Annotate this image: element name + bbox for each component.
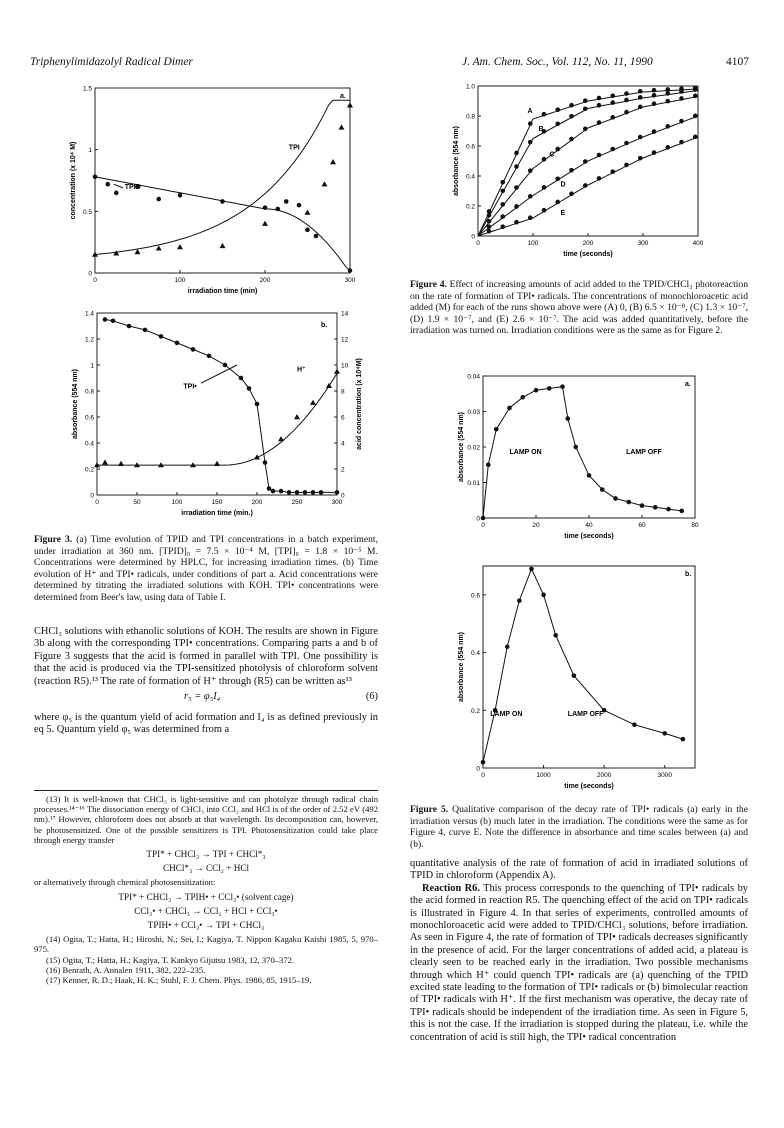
figure-5a-chart: [445, 368, 705, 553]
tpi-radical-data-point: [295, 490, 300, 495]
y-tick-label: 0.4: [465, 173, 475, 181]
tpi-radical-data-point: [239, 376, 244, 381]
y2-tick-label: 10: [341, 362, 349, 370]
y2-tick-label: 0: [341, 492, 345, 500]
curve-c-point: [679, 96, 684, 101]
y-tick-label: 1: [88, 147, 92, 155]
absorbance-data-point: [666, 507, 671, 512]
curve-a-point: [610, 93, 615, 98]
figure-3-label: Figure 3.: [34, 534, 73, 545]
tpi-radical-data-point: [319, 490, 324, 495]
curve-e-point: [514, 220, 519, 225]
absorbance-data-point: [553, 633, 558, 638]
figure-3b-chart: [55, 305, 375, 530]
y-tick-label: 1.0: [465, 83, 475, 91]
curve-c-point: [487, 219, 492, 224]
curve-e-point: [638, 156, 643, 161]
absorbance-curve: [483, 569, 683, 762]
journal-citation: J. Am. Chem. Soc., Vol. 112, No. 11, 1990: [462, 56, 653, 68]
footnote-13: (13) It is well-known that CHCl₃ is light-sensitive and can photolyze through radical chain processes.¹⁴⁻¹⁶ The dissociation energy of CHCl₃ into CCl₂ and HCl is of the order of 2.52 eV (492 nm).¹⁷ However, chloroform does not absorb at that wavelength. Its decomposition can, however, be photosensitized. One of the possible sensitizers is TPI. Photosensitization could take place through energy transfer: [34, 794, 378, 845]
equation-6: [34, 691, 378, 709]
curve-a-label: A: [527, 108, 533, 115]
y-tick-label: 0.5: [82, 208, 92, 216]
y-tick-label: 0: [476, 515, 480, 523]
tpi-radical-data-point: [143, 328, 148, 333]
x-axis-label: irradiation time (min.): [181, 510, 253, 517]
figure-5b-chart: [445, 558, 705, 803]
x-tick-label: 200: [582, 240, 594, 247]
tpi-radical-data-point: [223, 363, 228, 368]
curve-a-point: [638, 89, 643, 94]
x-tick-label: 3000: [657, 772, 672, 779]
absorbance-data-point: [573, 445, 578, 450]
curve-b-point: [693, 87, 698, 92]
curve-e-point: [679, 140, 684, 145]
figure-3-caption: [34, 534, 378, 604]
curve-d-point: [583, 159, 588, 164]
curve-d-point: [555, 176, 560, 181]
x-tick-label: 1000: [536, 772, 551, 779]
x-tick-label: 20: [532, 522, 540, 529]
curve-e-point: [500, 224, 505, 229]
tpid-data-point: [263, 205, 268, 210]
x-tick-label: 0: [95, 499, 99, 506]
acid-data-point: [294, 414, 300, 419]
footnote-equation-4: CCl₃• + CHCl₃ → CCl₂ + HCl + CCl₃•: [134, 905, 278, 916]
y-tick-label: 0.04: [467, 373, 480, 381]
tpi-radical-data-point: [175, 341, 180, 346]
footnote-equation-1: TPI* + CHCl₃ → TPI + CHCl*₃: [146, 849, 266, 860]
panel-label: b.: [685, 571, 692, 578]
curve-e-point: [583, 183, 588, 188]
tpi-radical-data-point: [191, 347, 196, 352]
curve-d-point: [487, 224, 492, 229]
right-paragraph-2: This process corresponds to the quenching of TPI• radicals by the acid formed in reaction R5. The quenching effect of the acid on TPI• radicals is illustrated in Figure 4. In that series of experiments, controlled amounts of monochloroacetic acid were added to TPID/CHCl₃ solutions, before irradiation. As seen in Figure 4, the rate of formation of TPI• radicals decreases significantly in the presence of acid. For the larger concentrations of added acid, a plateau is clearly seen to be reached early in the irradiation. Two possible mechanisms through which H⁺ could quench TPI• radicals are (a) quenching of the TPID excited state leading to the formation of TPI• radicals or (b) bimolecular reaction of TPI• radicals with H⁺. If the first mechanism was operative, the decay rate of TPI• radicals should be independent of the irradiation time. As seen in Figure 5, this is not the case. If the irradiation is stopped during the plateau, i.e. while the concentration of acid is still high, the TPI• radical concentration: [410, 882, 748, 1043]
curve-b-point: [487, 213, 492, 218]
figure-4-label: Figure 4.: [410, 279, 447, 290]
y-tick-label: 0.6: [470, 592, 480, 600]
y-axis-label: absorbance (554 nm): [458, 411, 465, 483]
curve-d-point: [514, 204, 519, 209]
running-title: Triphenylimidazolyl Radical Dimer: [30, 56, 193, 68]
equation-6-body: r₅ = φ₅I₄: [184, 691, 221, 703]
tpid-data-point: [297, 203, 302, 208]
y-tick-label: 0: [471, 233, 475, 241]
figure-3-caption-text: (a) Time evolution of TPID and TPI concentrations in a batch experiment, under irradiation at 360 nm. [TPID]₀ = 7.5 × 10⁻⁴ M, [TPI]₀ = 1.8 × 10⁻⁵ M. Concentrations were determined by HPLC, for increasing irradiation times. (b) Time evolution of H⁺ and TPI• radicals, under conditions of part a. Acid concentrations were determined by titrating the irradiated solutions with KOH. TPI• concentrations were determined from Beer's law, using data of Table I.: [34, 534, 378, 603]
absorbance-data-point: [560, 384, 565, 389]
curve-a-point: [500, 180, 505, 185]
tpid-label-leader: [114, 184, 123, 188]
curve-b-point: [514, 164, 519, 169]
tpi-data-point: [177, 244, 183, 249]
curve-d-point: [528, 194, 533, 199]
x-tick-label: 80: [691, 522, 699, 529]
footnote-rule: [34, 790, 378, 791]
tpid-data-point: [93, 175, 98, 180]
y2-tick-label: 14: [341, 310, 349, 318]
x-tick-label: 2000: [596, 772, 612, 779]
curve-e-point: [610, 169, 615, 174]
curve-d-point: [610, 147, 615, 152]
x-tick-label: 100: [174, 277, 186, 284]
curve-b-point: [583, 107, 588, 112]
curve-c-point: [500, 202, 505, 207]
curve-a: [478, 89, 698, 236]
tpi-radical-data-point: [127, 324, 132, 329]
plot-frame: [483, 566, 695, 768]
panel-label: a.: [685, 381, 691, 388]
tpi-radical-data-point: [159, 334, 164, 339]
y-tick-label: 0.4: [84, 440, 94, 448]
absorbance-data-point: [613, 496, 618, 501]
absorbance-data-point: [481, 760, 486, 765]
tpid-data-point: [284, 199, 289, 204]
footnote-16: (16) Benrath, A. Annalen 1911, 382, 222–235.: [46, 964, 206, 975]
tpi-radical-data-point: [303, 490, 308, 495]
equation-6-number: (6): [365, 691, 378, 703]
tpi-fit-curve: [95, 100, 350, 254]
curve-b-point: [679, 89, 684, 94]
y-tick-label: 1.4: [84, 310, 94, 318]
curve-c-point: [597, 120, 602, 125]
curve-d-point: [624, 141, 629, 146]
x-tick-label: 100: [527, 240, 539, 247]
curve-b: [478, 91, 698, 237]
tpi-radical-data-point: [287, 490, 292, 495]
figure-5-caption: [410, 804, 748, 850]
curve-d-point: [679, 119, 684, 124]
figure-4-chart: [440, 78, 720, 278]
tpid-data-point: [220, 199, 225, 204]
y-axis-label: concentration (x 10⁴ M): [70, 141, 77, 220]
curve-e-point: [528, 215, 533, 220]
x-tick-label: 300: [331, 499, 343, 506]
acid-series-label: H⁺: [297, 366, 306, 374]
curve-d: [478, 116, 698, 236]
tpid-data-point: [348, 268, 353, 273]
y-tick-label: 0.8: [84, 388, 94, 396]
curve-e-point: [693, 135, 698, 140]
curve-c-point: [624, 110, 629, 115]
acid-data-point: [102, 460, 108, 465]
curve-e-point: [652, 150, 657, 155]
y-axis-label: absorbance (554 nm): [458, 631, 465, 703]
curve-a-point: [583, 98, 588, 103]
tpi-radical-series-label: TPI•: [183, 383, 197, 391]
curve-a-point: [652, 88, 657, 93]
absorbance-data-point: [587, 473, 592, 478]
curve-b-point: [597, 103, 602, 108]
tpi-radical-data-point: [279, 489, 284, 494]
reaction-r6-heading: Reaction R6.: [422, 882, 480, 894]
left-body: [34, 626, 378, 737]
tpid-data-point: [314, 234, 319, 239]
x-tick-label: 0: [481, 522, 485, 529]
curve-d-point: [665, 124, 670, 129]
tpi-data-point: [220, 243, 226, 248]
figure-5-caption-text: Qualitative comparison of the decay rate of TPI• radicals (a) early in the irradiation versus (b) much later in the irradiation. The conditions were the same as for Figure 4, curve E. Note the difference in absorbance and time scales between (a) and (b).: [410, 804, 748, 850]
curve-d-point: [638, 135, 643, 140]
curve-e-point: [555, 200, 560, 205]
curve-a-point: [624, 91, 629, 96]
absorbance-data-point: [507, 406, 512, 411]
curve-a-point: [569, 103, 574, 108]
x-tick-label: 60: [638, 522, 646, 529]
panel-label: a.: [340, 93, 346, 100]
absorbance-data-point: [481, 516, 486, 521]
absorbance-data-point: [662, 731, 667, 736]
footnote-equation-2: CHCl*₃ → CCl₂ + HCl: [162, 863, 250, 874]
curve-a-point: [665, 87, 670, 92]
tpi-radical-data-point: [311, 490, 316, 495]
absorbance-data-point: [547, 386, 552, 391]
curve-b-point: [610, 100, 615, 105]
curve-e: [478, 137, 698, 236]
y-tick-label: 1: [90, 362, 94, 370]
footnote-15: (15) Ogita, T.; Hatta, H.; Kagiya, T. Kankyo Gijutsu 1983, 12, 370–372.: [46, 954, 295, 965]
curve-e-label: E: [560, 210, 566, 217]
plot-frame: [97, 313, 337, 495]
figure-3a-chart: [55, 80, 365, 300]
tpi-radical-data-point: [271, 489, 276, 494]
y2-tick-label: 2: [341, 466, 345, 474]
absorbance-data-point: [494, 427, 499, 432]
y-tick-label: 1.2: [84, 336, 94, 344]
absorbance-data-point: [626, 500, 631, 505]
y2-axis-label: acid concentration (x 10⁴M): [356, 358, 363, 450]
x-axis-label: time (seconds): [564, 783, 614, 790]
absorbance-data-point: [640, 503, 645, 508]
x-tick-label: 300: [344, 277, 356, 284]
tpid-data-point: [156, 197, 161, 202]
acid-data-point: [334, 369, 340, 374]
absorbance-data-point: [529, 567, 534, 572]
acid-data-point: [214, 461, 220, 466]
tpi-data-point: [330, 159, 336, 164]
curve-e-point: [487, 229, 492, 234]
curve-d-point: [693, 114, 698, 119]
curve-a-point: [542, 112, 547, 117]
absorbance-data-point: [681, 737, 686, 742]
curve-d-point: [569, 168, 574, 173]
left-paragraph-2: where φ₅ is the quantum yield of acid formation and I₄ is as defined previously in eq 5. Quantum yield φ₅ was determined from a: [34, 712, 378, 736]
acid-fit-curve: [97, 373, 337, 465]
curve-c-point: [638, 105, 643, 110]
x-tick-label: 50: [133, 499, 141, 506]
footnote-14: (14) Ogita, T.; Hatta, H.; Hiroshi, N.; Sei, I.; Kagiya, T. Nippon Kagaku Kaishi 1985, 5, 970–975.: [34, 934, 378, 955]
curve-e-point: [665, 145, 670, 150]
x-tick-label: 200: [251, 499, 263, 506]
y-tick-label: 0: [88, 270, 92, 278]
y2-tick-label: 8: [341, 388, 345, 396]
y-tick-label: 0.6: [84, 414, 94, 422]
curve-c-point: [514, 185, 519, 190]
x-tick-label: 400: [692, 240, 704, 247]
tpi-radical-data-point: [111, 319, 116, 324]
curve-a-point: [597, 96, 602, 101]
absorbance-data-point: [600, 487, 605, 492]
absorbance-data-point: [505, 645, 510, 650]
absorbance-data-point: [632, 722, 637, 727]
x-tick-label: 300: [637, 240, 649, 247]
panel-label: b.: [321, 322, 328, 329]
figure-4-caption-text: Effect of increasing amounts of acid added to the TPID/CHCl₃ photoreaction on the rate of formation of TPI• radicals. The concentrations of monochloroacetic acid added (M) for each of the runs shown above were (A) 0, (B) 6.5 × 10⁻⁸, (C) 1.3 × 10⁻⁷, (D) 1.9 × 10⁻⁷, and (E) 2.6 × 10⁻⁷. The acid was added quantitatively, before the irradiation was turned on. Irradiation conditions were as the same as for Figure 2.: [410, 279, 748, 337]
x-tick-label: 250: [291, 499, 303, 506]
curve-d-point: [542, 185, 547, 190]
x-tick-label: 40: [585, 522, 593, 529]
curve-d-point: [597, 153, 602, 158]
curve-a-point: [555, 107, 560, 112]
x-tick-label: 0: [93, 277, 97, 284]
tpi-radical-data-point: [207, 354, 212, 359]
tpi-series-label: TPI: [288, 144, 300, 152]
x-tick-label: 0: [481, 772, 485, 779]
figure-5-label: Figure 5.: [410, 804, 449, 815]
y-tick-label: 0.8: [465, 113, 475, 121]
x-tick-label: 0: [476, 240, 480, 247]
x-tick-label: 150: [211, 499, 223, 506]
y-tick-label: 0.2: [470, 707, 480, 715]
curve-e-point: [542, 208, 547, 213]
acid-data-point: [278, 436, 284, 441]
tpi-radical-data-point: [247, 386, 252, 391]
plot-frame: [483, 376, 695, 518]
curve-a-point: [514, 151, 519, 156]
tpi-data-point: [262, 221, 268, 226]
footnote-alt-text: or alternatively through chemical photosensitization:: [34, 877, 216, 888]
absorbance-data-point: [541, 593, 546, 598]
y-tick-label: 0.03: [467, 409, 480, 416]
curve-d-label: D: [560, 181, 566, 189]
curve-b-point: [652, 93, 657, 98]
curve-b-point: [638, 95, 643, 100]
curve-b-point: [500, 189, 505, 194]
footnotes: [34, 794, 378, 985]
y2-tick-label: 6: [341, 414, 345, 422]
absorbance-data-point: [486, 462, 491, 467]
curve-c-point: [583, 127, 588, 132]
footnote-equation-3: TPI* + CHCl₃ → TPIH• + CCl₃• (solvent cage): [118, 891, 294, 902]
lamp-off-label: LAMP OFF: [567, 711, 604, 719]
footnote-17: (17) Kenner, R. D.; Haak, H. K.; Stuhl, F. J. Chem. Phys. 1986, 85, 1915–19.: [46, 975, 312, 986]
tpi-data-point: [156, 245, 162, 250]
absorbance-data-point: [520, 395, 525, 400]
lamp-on-label: LAMP ON: [490, 711, 523, 719]
lamp-off-label: LAMP OFF: [626, 449, 662, 457]
tpi-data-point: [347, 102, 353, 107]
curve-c-label: C: [549, 151, 555, 159]
y-tick-label: 0.2: [465, 203, 475, 211]
absorbance-data-point: [653, 505, 658, 510]
acid-data-point: [118, 461, 124, 466]
curve-e-point: [597, 176, 602, 181]
tpi-label-leader: [201, 365, 237, 383]
tpid-data-point: [114, 191, 119, 196]
figure-4-caption: [410, 279, 748, 337]
curve-c-point: [569, 137, 574, 142]
y-tick-label: 0.6: [465, 143, 475, 151]
tpi-data-point: [322, 181, 328, 186]
curve-d-point: [500, 214, 505, 219]
curve-c-point: [665, 99, 670, 104]
y-tick-label: 0: [476, 765, 480, 773]
curve-c-point: [555, 147, 560, 152]
tpid-data-point: [178, 193, 183, 198]
curve-b-point: [528, 140, 533, 145]
x-axis-label: time (seconds): [564, 533, 614, 540]
curve-c-point: [542, 157, 547, 162]
absorbance-data-point: [572, 673, 577, 678]
tpi-radical-curve: [105, 320, 337, 493]
tpi-radical-data-point: [255, 402, 260, 407]
curve-b-point: [624, 98, 629, 103]
y-tick-label: 0: [90, 492, 94, 500]
acid-data-point: [310, 400, 316, 405]
curve-e-point: [569, 191, 574, 196]
curve-d-point: [652, 129, 657, 134]
tpid-series-label: TPID: [124, 184, 141, 192]
absorbance-data-point: [534, 388, 539, 393]
y-axis-label: absorbance (554 nm): [72, 368, 79, 440]
tpi-radical-data-point: [103, 317, 108, 322]
page-number: 4107: [726, 56, 749, 68]
lamp-on-label: LAMP ON: [509, 449, 542, 457]
curve-c-point: [528, 168, 533, 173]
right-paragraph-1: quantitative analysis of the rate of formation of acid in irradiated solutions of TPID in chloroform (Appendix A).: [410, 858, 748, 882]
curve-b-label: B: [538, 126, 544, 133]
y-axis-label: absorbance (554 nm): [453, 125, 460, 197]
tpi-data-point: [339, 124, 345, 129]
y-tick-label: 0.4: [470, 650, 480, 658]
curve-c-point: [652, 101, 657, 106]
absorbance-data-point: [679, 509, 684, 514]
curve-e-point: [624, 163, 629, 168]
y-tick-label: 0.2: [84, 466, 94, 474]
x-axis-label: time (seconds): [563, 251, 613, 258]
y-tick-label: 0.02: [467, 444, 480, 452]
tpi-radical-data-point: [335, 490, 340, 495]
absorbance-data-point: [517, 598, 522, 603]
y2-tick-label: 4: [341, 440, 345, 448]
tpi-radical-data-point: [267, 486, 272, 491]
y-tick-label: 0.01: [467, 480, 480, 487]
curve-b-point: [569, 114, 574, 119]
x-tick-label: 100: [171, 499, 183, 506]
curve-b-point: [665, 91, 670, 96]
y2-tick-label: 12: [341, 336, 349, 344]
left-paragraph-1: CHCl₃ solutions with ethanolic solutions of KOH. The results are shown in Figure 3b along with the corresponding TPI• concentrations. Comparing parts a and b of Figure 3 suggests that the acid is formed in parallel with TPI. One possibility is that the acid is produced via the TPI-sensitized photolysis of chloroform solvent (reaction R5).¹³ The rate of formation of H⁺ through (R5) can be written as¹³: [34, 626, 378, 687]
absorbance-data-point: [566, 416, 571, 421]
curve-a-point: [528, 121, 533, 126]
right-body: [410, 858, 748, 1044]
tpi-data-point: [305, 210, 311, 215]
tpi-radical-data-point: [263, 460, 268, 465]
x-axis-label: irradiation time (min): [187, 288, 258, 295]
tpid-data-point: [275, 207, 280, 212]
curve-c-point: [610, 115, 615, 120]
y-tick-label: 1.5: [82, 85, 92, 93]
tpid-data-point: [305, 228, 310, 233]
curve-c-point: [693, 94, 698, 99]
tpid-data-point: [105, 182, 110, 187]
footnote-equation-5: TPIH• + CCl₃• → TPI + CHCl₃: [147, 920, 265, 931]
x-tick-label: 200: [259, 277, 271, 284]
curve-b-point: [555, 122, 560, 127]
